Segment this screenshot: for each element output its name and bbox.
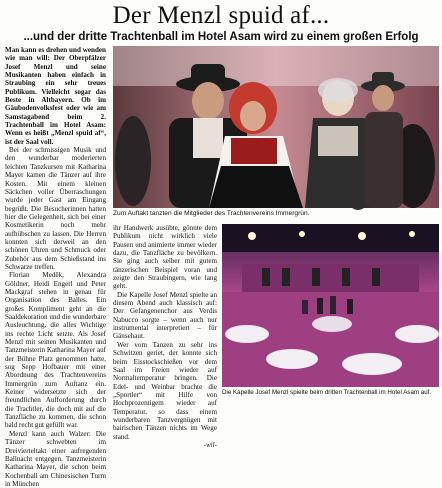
subline: ...und der dritte Trachtenball im Hotel Asam wird zu einem großen Erfolg — [23, 31, 419, 43]
band-photo-image — [222, 224, 439, 387]
dancing-photo — [113, 46, 439, 208]
author-signature: -wil- — [203, 440, 217, 449]
body-paragraph: ihr Handwerk ausübte, gönnte dem Publikum nicht wirklich viele Pausen und animierte immer wieder dazu, die Tanzfläche zu bevölkern. Sie ging auch selber mit gutem tänzerischen Beispiel voran und zeigte den Straubingern, wie lang geht. — [113, 224, 217, 291]
top-photo-caption: Zum Auftakt tanzten die Mitglieder des Trachtenvereins Immergrün. — [113, 210, 310, 217]
bottom-photo-caption: Die Kapelle Josef Menzl spielte beim dritten Trachtenball im Hotel Asam auf. — [222, 389, 432, 396]
body-paragraph: Bei der schmissigen Musik und den wunderbar moderierten leichten Tanzkursen mit Katharina Mayer kamen die Tänzer auf ihre Kosten. Mit einem kleinen Säckchen voller Überraschungen wurde jeder Gast am Eingang begrüßt. Die Besucherinnen hatten hier die Gelegenheit, sich bei einer Kosmetikerin noch mehr aufhübschen zu lassen. Die Herren konnten sich derweil an den schönen Uhren und Schmuck oder Zubehör aus dem Schießstand ins Schwarze treffen. — [5, 146, 106, 271]
body-paragraph: Florian Meděk, Alexandra Göldner, Heidi Engerl und Peter Mackgraf stehen in genau für Organisation des Balles. Ein großes Kompliment geht an die Saaldekoration und die wunderbare Ausleuchtung, die alles Wichtige ins rechte Licht setzte. Als Josef Menzl mit seinen Musikanten und Tanzmeisterin Katharina Mayer auf der Bühne Platz genommen hatte, sog Sepp Hofbauer mit einer Abordnung des Trachtenvereins Immergrün zum Auftanz ein. Keiner widersetzte sich der freundlichen Aufforderung durch die Trachtler, die doch mit auf die Tanzfläche zu kommen, die schon bald recht gut gefüllt war. — [5, 271, 106, 430]
body-paragraph: Die Kapelle Josef Menzl spielte an diesem Abend auch klassisch auf: Der Gefangenenchor aus Verdis Nabucco sorgte – wenn auch nur instrumental interpretiert – für Gänsehaut. — [113, 290, 217, 341]
body-paragraph: Menzl kann auch Walzer: Die Tänzer schwebten im Dreivierteltakt einer aufregenden Ballnacht entgegen. Tanzmeisterin Katharina Mayer, die schon beim Kochenball am Chinesischen Turm in München — [5, 429, 106, 488]
lead-paragraph: Man kann es drehen und wenden wie man will: Der Oberpfälzer Josef Menzl und seine Musikanten haben einfach in Straubing ein sehr treues Publikum. Vielleicht sogar das Beste in Altbayern. Ob im Gäubodenvolksfest oder wie am Samstagabend beim 2. Trachtenball im Hotel Asam: Wenn es heißt „Menzl spuid af“, ist der Saal voll. — [5, 46, 106, 146]
dancing-photo-image — [113, 46, 439, 208]
body-paragraph: Wer vom Tanzen zu sehr ins Schwitzen geriet, der konnte sich beim Eisstockschießen vor dem Saal im Freien wieder auf Normaltemperatur bringen. Die Edel- und Weinbar brachte die „Sportler“ mit Hilfe von Hochprozentigem wieder auf Temperatur, so dass einem wunderbaren Tanzvergnügen mit bairischen Tänzen nichts im Wege stand. — [113, 340, 217, 441]
article-column-1 — [5, 46, 106, 488]
headline: Der Menzl spuid af... — [112, 2, 330, 29]
band-photo — [222, 224, 439, 387]
article-column-2 — [113, 224, 217, 449]
